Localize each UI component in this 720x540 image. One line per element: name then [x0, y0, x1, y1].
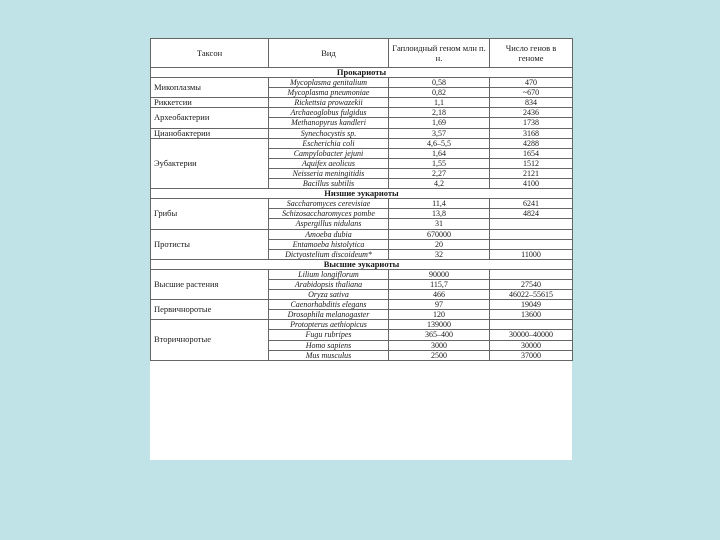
document-sheet: [150, 38, 572, 460]
genome-cell: 466: [389, 290, 490, 300]
taxon-deuterostomes: Вторичноротые: [151, 320, 269, 360]
taxon-mycoplasma: Микоплазмы: [151, 78, 269, 98]
species-cell: Schizosaccharomyces pombe: [269, 209, 389, 219]
genes-cell: [490, 239, 573, 249]
species-cell: Mus musculus: [269, 350, 389, 360]
table-row: [151, 199, 573, 209]
species-cell: Caenorhabditis elegans: [269, 300, 389, 310]
species-cell: Aquifex aeolicus: [269, 158, 389, 168]
species-cell: Mycoplasma genitalium: [269, 78, 389, 88]
section-row: [151, 68, 573, 78]
table-row: [151, 108, 573, 118]
genes-cell: ~670: [490, 88, 573, 98]
genes-cell: 13600: [490, 310, 573, 320]
genome-cell: 97: [389, 300, 490, 310]
genome-cell: 120: [389, 310, 490, 320]
section-row: [151, 189, 573, 199]
header-genome: Гаплоидный геном млн п. н.: [389, 39, 490, 68]
genome-cell: 139000: [389, 320, 490, 330]
header-species: Вид: [269, 39, 389, 68]
taxon-archaea: Археобактерии: [151, 108, 269, 128]
species-cell: Neisseria meningitidis: [269, 168, 389, 178]
genes-cell: 30000–40000: [490, 330, 573, 340]
species-cell: Lilium longiflorum: [269, 269, 389, 279]
genes-cell: 30000: [490, 340, 573, 350]
section-higher-eukaryotes: Высшие эукариоты: [151, 259, 573, 269]
genes-cell: 1654: [490, 148, 573, 158]
species-cell: Escherichia coli: [269, 138, 389, 148]
genes-cell: 1738: [490, 118, 573, 128]
genome-cell: 0,82: [389, 88, 490, 98]
genome-cell: 4,6–5,5: [389, 138, 490, 148]
genome-cell: 31: [389, 219, 490, 229]
genome-cell: 20: [389, 239, 490, 249]
header-genes: Число генов в геноме: [490, 39, 573, 68]
table-row: [151, 98, 573, 108]
genome-cell: 11,4: [389, 199, 490, 209]
species-cell: Mycoplasma pneumoniae: [269, 88, 389, 98]
genes-cell: 11000: [490, 249, 573, 259]
species-cell: Entamoeba histolytica: [269, 239, 389, 249]
species-cell: Bacillus subtilis: [269, 179, 389, 189]
genome-cell: 1,64: [389, 148, 490, 158]
genome-cell: 2,27: [389, 168, 490, 178]
table-row: [151, 300, 573, 310]
species-cell: Protopterus aethiopicus: [269, 320, 389, 330]
genome-cell: 1,55: [389, 158, 490, 168]
taxon-eubacteria: Эубактерии: [151, 138, 269, 188]
genes-cell: 2121: [490, 168, 573, 178]
species-cell: Aspergillus nidulans: [269, 219, 389, 229]
species-cell: Homo sapiens: [269, 340, 389, 350]
taxon-fungi: Грибы: [151, 199, 269, 229]
genes-cell: 834: [490, 98, 573, 108]
genes-cell: 1512: [490, 158, 573, 168]
genes-cell: 6241: [490, 199, 573, 209]
header-row: [151, 39, 573, 68]
species-cell: Drosophila melanogaster: [269, 310, 389, 320]
section-prokaryotes: Прокариоты: [151, 68, 573, 78]
species-cell: Rickettsia prowazekii: [269, 98, 389, 108]
genes-cell: [490, 269, 573, 279]
species-cell: Archaeoglobus fulgidus: [269, 108, 389, 118]
genes-cell: 4100: [490, 179, 573, 189]
genome-cell: 115,7: [389, 279, 490, 289]
genome-cell: 2500: [389, 350, 490, 360]
genome-cell: 13,8: [389, 209, 490, 219]
genes-cell: 19049: [490, 300, 573, 310]
genes-cell: 3168: [490, 128, 573, 138]
genome-table: [150, 38, 573, 361]
section-lower-eukaryotes: Низшие эукариоты: [151, 189, 573, 199]
taxon-plants: Высшие растения: [151, 269, 269, 299]
taxon-rickettsia: Риккетсии: [151, 98, 269, 108]
taxon-cyano: Цианобактерии: [151, 128, 269, 138]
species-cell: Fugu rubripes: [269, 330, 389, 340]
header-taxon: Таксон: [151, 39, 269, 68]
species-cell: Saccharomyces cerevisiae: [269, 199, 389, 209]
genome-cell: 2,18: [389, 108, 490, 118]
genome-cell: 365–400: [389, 330, 490, 340]
genome-cell: 1,69: [389, 118, 490, 128]
genes-cell: 4824: [490, 209, 573, 219]
species-cell: Amoeba dubia: [269, 229, 389, 239]
genome-cell: 32: [389, 249, 490, 259]
genes-cell: 2436: [490, 108, 573, 118]
taxon-protists: Протисты: [151, 229, 269, 259]
taxon-protostomes: Первичноротые: [151, 300, 269, 320]
genome-cell: 1,1: [389, 98, 490, 108]
species-cell: Campylobacter jejuni: [269, 148, 389, 158]
table-row: [151, 128, 573, 138]
table-row: [151, 229, 573, 239]
table-row: [151, 269, 573, 279]
section-row: [151, 259, 573, 269]
genes-cell: 46022–55615: [490, 290, 573, 300]
genes-cell: [490, 229, 573, 239]
genome-cell: 3,57: [389, 128, 490, 138]
genes-cell: [490, 219, 573, 229]
genes-cell: 37000: [490, 350, 573, 360]
genome-cell: 4,2: [389, 179, 490, 189]
genome-cell: 3000: [389, 340, 490, 350]
genome-cell: 670000: [389, 229, 490, 239]
species-cell: Arabidopsis thaliana: [269, 279, 389, 289]
species-cell: Dictyostelium discoideum*: [269, 249, 389, 259]
species-cell: Oryza sativa: [269, 290, 389, 300]
table-row: [151, 320, 573, 330]
species-cell: Synechocystis sp.: [269, 128, 389, 138]
table-row: [151, 78, 573, 88]
genome-cell: 90000: [389, 269, 490, 279]
genes-cell: [490, 320, 573, 330]
genes-cell: 4288: [490, 138, 573, 148]
genes-cell: 27540: [490, 279, 573, 289]
species-cell: Methanopyrus kandleri: [269, 118, 389, 128]
genome-cell: 0,58: [389, 78, 490, 88]
genes-cell: 470: [490, 78, 573, 88]
table-row: [151, 138, 573, 148]
